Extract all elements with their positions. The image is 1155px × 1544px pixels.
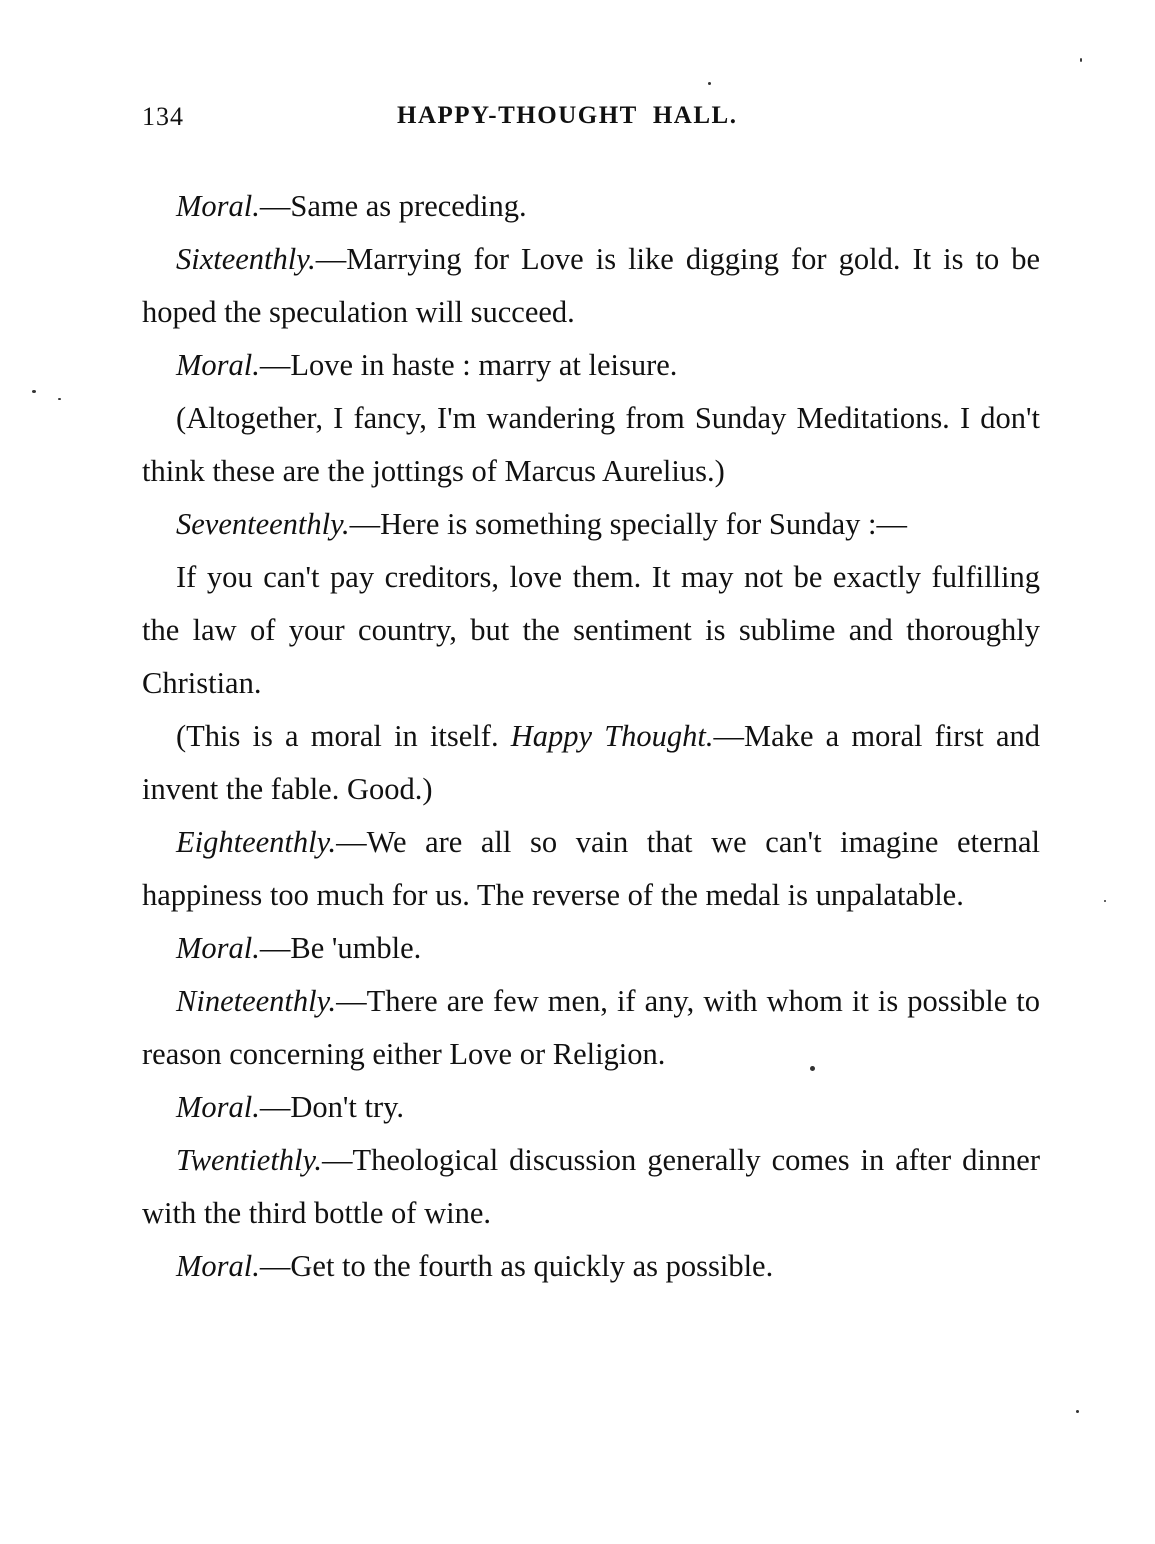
paragraph-text: —Make a moral first and invent the fable. Good.) [142,719,1040,806]
running-title: HAPPY-THOUGHT HALL. [397,102,738,129]
paragraph-text: (Altogether, I fancy, I'm wandering from Sunday Meditations. I don't think these are the jottings of Marcus Aurelius.) [142,401,1040,488]
paragraph-text: —There are few men, if any, with whom it is possible to reason concerning either Love or Religion. [142,984,1040,1071]
paragraph-lead: Eighteenthly. [176,825,337,859]
paragraph [142,1081,1040,1134]
paragraph-text: —Marrying for Love is like digging for gold. It is to be hoped the speculation will succeed. [142,242,1040,329]
paragraph [142,1240,1040,1293]
paragraph-text: If you can't pay creditors, love them. It may not be exactly fulfilling the law of your country, but the sentiment is sublime and thoroughly Christian. [142,560,1040,700]
paragraph-lead: Nineteenthly. [176,984,337,1018]
page-number: 134 [142,102,184,131]
paragraph [142,233,1040,339]
paragraph-text: —Here is something specially for Sunday :— [349,507,907,541]
paragraph-lead: Moral. [176,931,260,965]
page-header [142,100,1040,140]
body-text [142,180,1040,1293]
paragraph [142,922,1040,975]
scan-speck [1080,58,1082,62]
paragraph-text: —Get to the fourth as quickly as possible. [259,1249,774,1283]
paragraph-lead: Seventeenthly. [176,507,350,541]
inline-italic: Happy Thought. [510,719,714,753]
paragraph-text: —We are all so vain that we can't imagine eternal happiness too much for us. The reverse of the medal is unpalatable. [142,825,1040,912]
paragraph [142,180,1040,233]
paragraph-lead: Moral. [176,348,260,382]
paragraph-text: —Don't try. [259,1090,405,1124]
paragraph [142,392,1040,498]
paragraph [142,551,1040,710]
paragraph [142,816,1040,922]
scan-speck [708,82,711,85]
paragraph-lead: Moral. [176,1249,260,1283]
paragraph-lead: Moral. [176,189,260,223]
paragraph-text: —Same as preceding. [259,189,527,223]
paragraph-lead: Twentiethly. [176,1143,322,1177]
scan-speck [1104,900,1106,902]
paragraph [142,710,1040,816]
scan-speck [1076,1410,1079,1413]
paragraph-text: —Theological discussion generally comes in after dinner with the third bottle of wine. [142,1143,1040,1230]
paragraph-text: —Love in haste : marry at leisure. [259,348,678,382]
scan-speck [810,1066,815,1071]
paragraph [142,339,1040,392]
paragraph [142,975,1040,1081]
paragraph-lead: Sixteenthly. [176,242,316,276]
paragraph [142,1134,1040,1240]
paragraph-text-before: (This is a moral in itself. [176,719,511,753]
paragraph-lead: Moral. [176,1090,260,1124]
paragraph [142,498,1040,551]
scan-speck [32,390,36,393]
scan-speck [58,398,61,400]
paragraph-text: —Be 'umble. [259,931,422,965]
